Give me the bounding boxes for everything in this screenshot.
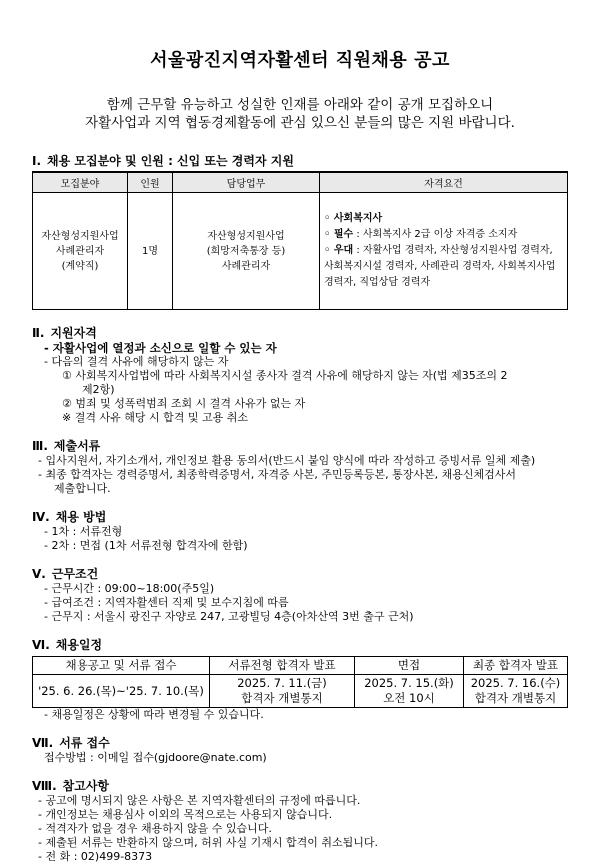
section-5-title xyxy=(32,567,568,582)
cell-field xyxy=(33,193,128,310)
section-7-number: Ⅶ. xyxy=(32,736,54,750)
eligibility-line-2: - 다음의 결격 사유에 해당하지 않는 자 xyxy=(44,355,229,368)
schedule-final-result xyxy=(464,675,568,708)
header-count: 인원 xyxy=(128,172,173,193)
recruitment-table xyxy=(32,171,568,310)
section-1-title xyxy=(32,154,568,169)
conditions-line-3: - 근무지 : 서울시 광진구 자양로 247, 고광빌딩 4층(아차산역 3번 출구 근처) xyxy=(44,610,414,623)
intro xyxy=(32,96,568,132)
notes-phone: - 전 화 : 02)499-8373 xyxy=(38,850,153,863)
notes-line-3: - 적격자가 없을 경우 채용하지 않을 수 있습니다. xyxy=(38,822,272,835)
qual-preferred-text: : 자활사업 경력자, 자산형성지원사업 경력자, xyxy=(353,245,553,256)
header-field: 모집분야 xyxy=(33,172,128,193)
section-4-title xyxy=(32,510,568,525)
duty-line-2: (희망저축통장 등) xyxy=(206,245,286,257)
schedule-interview xyxy=(355,675,464,708)
documents-line-1: - 입사지원서, 자기소개서, 개인정보 활용 동의서(반드시 붙임 양식에 따라 작성하고 증빙서류 일체 제출) xyxy=(38,454,536,467)
recruitment-table-row xyxy=(33,193,568,310)
qual-line-1: ◦ 사회복지사 xyxy=(324,213,383,224)
cell-count: 1명 xyxy=(128,193,173,310)
field-line-2: 사례관리자 xyxy=(55,245,105,257)
qual-required-label: ◦ 필수 xyxy=(324,229,354,240)
schedule-final-result-note: 합격자 개별통지 xyxy=(474,691,557,705)
page-title: 서울광진지역자활센터 직원채용 공고 xyxy=(150,50,450,71)
schedule-final-result-date: 2025. 7. 16.(수) xyxy=(470,676,561,690)
qual-required-text: : 사회복지사 2급 이상 자격증 소지자 xyxy=(353,229,518,240)
section-5-label: 근무조건 xyxy=(51,567,99,581)
submission-method: 접수방법 : 이메일 접수(gjdoore@nate.com) xyxy=(44,751,267,764)
notes-line-1: - 공고에 명시되지 않은 사항은 본 지역자활센터의 규정에 따릅니다. xyxy=(38,794,361,807)
schedule-document-result-date: 2025. 7. 11.(금) xyxy=(237,676,327,690)
section-3-label: 제출서류 xyxy=(53,439,101,453)
conditions-line-2: - 급여조건 : 지역자활센터 직제 및 보수지침에 따름 xyxy=(44,596,289,609)
schedule-header-interview: 면접 xyxy=(355,657,464,675)
section-7-title xyxy=(32,736,568,751)
section-2-label: 지원자격 xyxy=(50,326,97,340)
notes-line-4: - 제출된 서류는 반환하지 않으며, 허위 사실 기재시 합격이 취소됩니다. xyxy=(38,836,378,849)
cell-duty xyxy=(173,193,320,310)
section-6-label: 채용일정 xyxy=(55,638,103,652)
section-4-label: 채용 방법 xyxy=(55,510,107,524)
schedule-header-final-result: 최종 합격자 발표 xyxy=(464,657,568,675)
header-duty: 담당업무 xyxy=(173,172,320,193)
schedule-interview-time: 오전 10시 xyxy=(383,691,435,705)
field-line-3: (계약직) xyxy=(61,260,99,272)
section-8-number: Ⅷ. xyxy=(32,779,57,793)
section-2-title xyxy=(32,326,568,341)
section-1-number: Ⅰ. xyxy=(32,154,42,168)
section-4-number: Ⅳ. xyxy=(32,510,50,524)
section-7-label: 서류 접수 xyxy=(59,736,110,750)
schedule-document-result xyxy=(210,675,355,708)
schedule-table-header xyxy=(33,657,568,675)
schedule-document-result-note: 합격자 개별통지 xyxy=(241,691,323,705)
section-2-number: Ⅱ. xyxy=(32,326,45,340)
section-8-label: 참고사항 xyxy=(62,779,110,793)
qual-line-2 xyxy=(324,227,563,243)
intro-line-1: 함께 근무할 유능하고 성실한 인재를 아래와 같이 공개 모집하오니 xyxy=(106,97,494,113)
section-3-title xyxy=(32,439,568,454)
field-line-1: 자산형성지원사업 xyxy=(41,230,119,242)
section-8-title xyxy=(32,779,568,794)
schedule-header-application: 채용공고 및 서류 접수 xyxy=(33,657,210,675)
section-6-title xyxy=(32,638,568,653)
eligibility-line-4: ② 범죄 및 성폭력범죄 조회 시 결격 사유가 없는 자 xyxy=(62,397,306,410)
method-line-2: - 2차 : 면접 (1차 서류전형 합격자에 한함) xyxy=(44,539,248,552)
section-5-number: Ⅴ. xyxy=(32,567,46,581)
eligibility-line-1: - 자활사업에 열정과 소신으로 일할 수 있는 자 xyxy=(44,341,277,355)
eligibility-line-5: ※ 결격 사유 해당 시 합격 및 고용 취소 xyxy=(62,411,248,424)
intro-line-2: 자활사업과 지역 협동경제활동에 관심 있으신 분들의 많은 지원 바랍니다. xyxy=(85,115,515,131)
eligibility-line-3b: 제2항) xyxy=(82,383,115,396)
section-1-label: 채용 모집분야 및 인원 : 신입 또는 경력자 지원 xyxy=(47,154,294,168)
qual-line-3 xyxy=(324,243,563,259)
schedule-table-row xyxy=(33,675,568,708)
method-line-1: - 1차 : 서류전형 xyxy=(44,525,123,538)
section-6-number: Ⅵ. xyxy=(32,638,50,652)
schedule-header-document-result: 서류전형 합격자 발표 xyxy=(210,657,355,675)
qual-line-5: 경력자, 직업상담 경력자 xyxy=(324,277,431,288)
duty-line-3: 사례관리자 xyxy=(221,260,271,272)
documents-line-2: - 최종 합격자는 경력증명서, 최종학력증명서, 자격증 사본, 주민등록등본, 통장사본, 채용신체검사서 xyxy=(38,468,516,481)
qual-preferred-label: ◦ 우대 xyxy=(324,245,354,256)
recruitment-table-header xyxy=(33,172,568,193)
header-qualification: 자격요건 xyxy=(320,172,568,193)
qual-line-4: 사회복지시설 경력자, 사례관리 경력자, 사회복지사업 xyxy=(324,261,556,272)
section-3-number: Ⅲ. xyxy=(32,439,48,453)
documents-line-2b: 제출합니다. xyxy=(54,482,111,495)
conditions-line-1: - 근무시간 : 09:00~18:00(주5일) xyxy=(44,582,215,595)
eligibility-line-3: ① 사회복지사업법에 따라 사회복지시설 종사자 결격 사유에 해당하지 않는 자(법 제35조의 2 xyxy=(62,369,508,382)
schedule-table xyxy=(32,656,568,708)
notes-line-2: - 개인정보는 채용심사 이외의 목적으로는 사용되지 않습니다. xyxy=(38,808,333,821)
duty-line-1: 자산형성지원사업 xyxy=(207,230,285,242)
schedule-interview-date: 2025. 7. 15.(화) xyxy=(364,676,454,690)
schedule-application-period: '25. 6. 26.(목)~'25. 7. 10.(목) xyxy=(33,675,210,708)
cell-qualification xyxy=(320,193,568,310)
schedule-note: - 채용일정은 상황에 따라 변경될 수 있습니다. xyxy=(44,708,264,721)
